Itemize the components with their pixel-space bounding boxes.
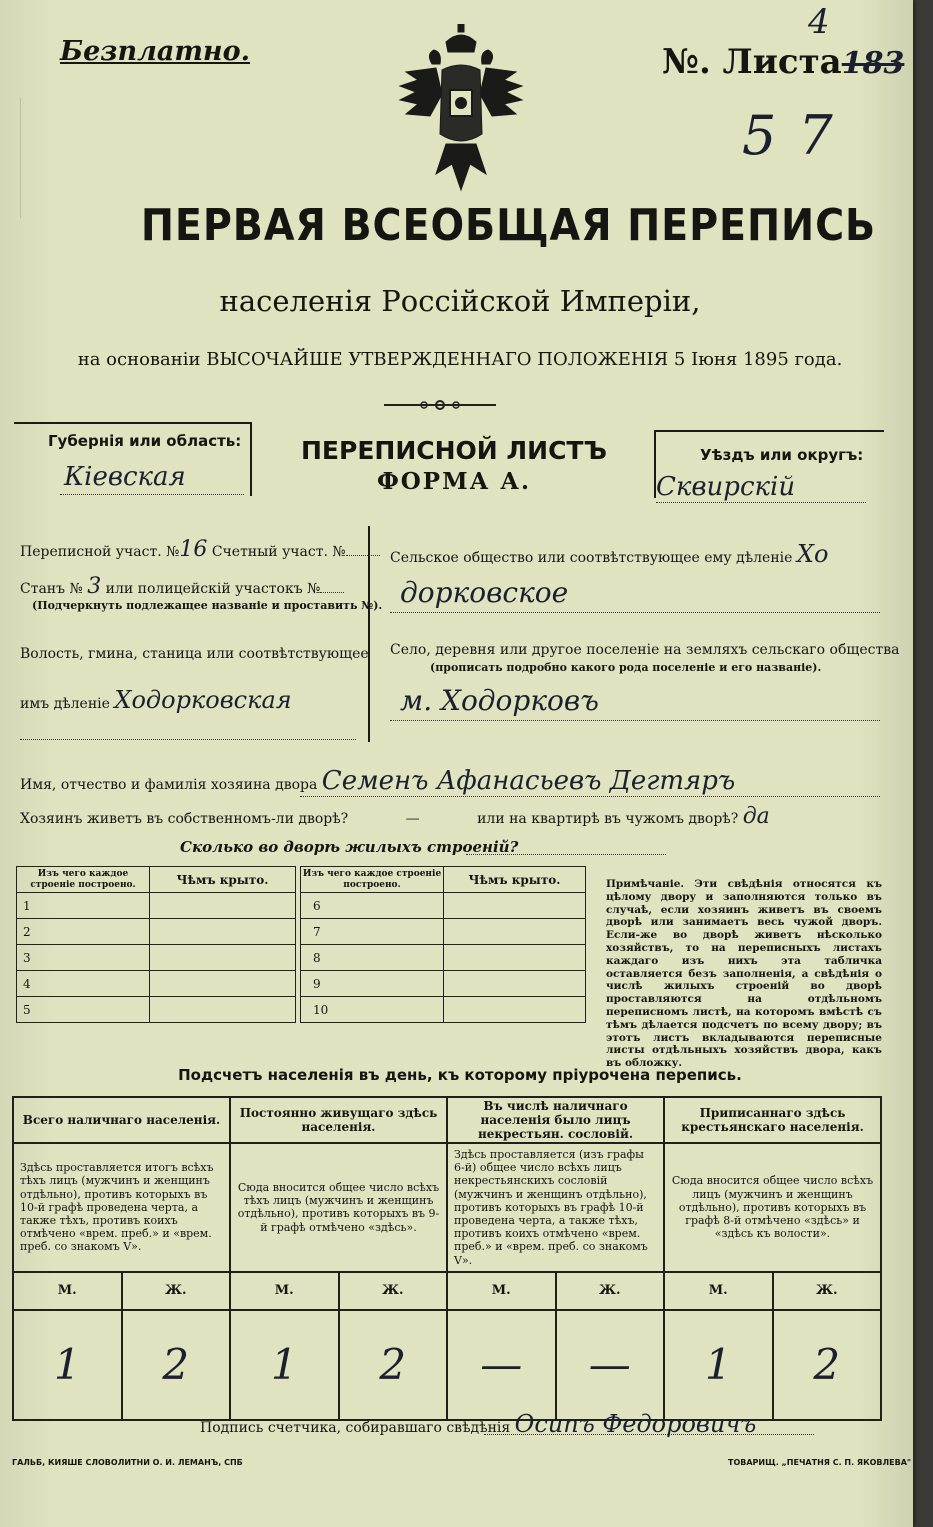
value-permanent-m: 1 — [230, 1310, 339, 1420]
signature-label: Подпись счетчика, собиравшаго свѣдѣнія — [200, 1420, 511, 1436]
m-label: М. — [447, 1272, 556, 1310]
value-noncountry-f: — — [556, 1310, 665, 1420]
signature-value: Осипъ Федоровичъ — [514, 1410, 757, 1438]
double-headed-eagle-emblem — [396, 24, 526, 192]
buildings-table-right — [300, 866, 586, 1023]
selo-value: м. Ходорковъ — [400, 684, 599, 717]
f-label: Ж. — [122, 1272, 231, 1310]
header-present: Всего наличнаго населенія. — [13, 1097, 230, 1143]
note-text: Примѣчаніе. Эти свѣдѣнія относятся къ цѣлому двору и заполняются только въ случаѣ, если хозяинъ живетъ въ своемъ дворѣ или занимаетъ весь чужой дворъ. Если-же во дворѣ живетъ нѣсколько хозяйствъ, то на переписныхъ листахъ каждаго изъ нихъ эта табличка оставляется безъ заполненія, а свѣдѣнія о числѣ жилыхъ строеній во дворѣ проставляются на отдѣльномъ переписномъ листѣ, на которомъ вмѣстѣ съ тѣмъ дѣлается подсчетъ по всему двору; въ этотъ листъ вкладываются переписные листы отдѣльныхъ хозяйствъ двора, какъ въ обложку. — [606, 878, 882, 1070]
desc-present: Здѣсь проставляется итогъ всѣхъ тѣхъ лицъ (мужчинъ и женщинъ отдѣльно), противъ которыхъ въ 10-й графѣ проведена черта, а также тѣхъ, противъ коихъ отмѣчено «врем. преб.» и «врем. преб. со знакомъ V». — [13, 1143, 230, 1272]
police-label: или полицейскій участокъ № — [105, 581, 321, 597]
sheet-number-handwritten: 57 — [742, 104, 855, 167]
header-registered: Приписаннаго здѣсь крестьянскаго населенія. — [664, 1097, 881, 1143]
form-label: ФОРМА А. — [376, 468, 532, 495]
value-registered-m: 1 — [664, 1310, 773, 1420]
free-label: Безплатно. — [60, 36, 251, 67]
owner-label: Имя, отчество и фамилія хозяина двора — [20, 777, 318, 793]
volost-extra-line — [20, 739, 356, 740]
uezd-label: Уѣздъ или округъ: — [700, 446, 864, 464]
selo-line — [390, 720, 880, 721]
row-number: 4 — [17, 971, 150, 997]
col-roof: Чѣмъ крыто. — [444, 867, 586, 893]
gubernia-box — [14, 422, 252, 496]
gubernia-topline — [14, 422, 250, 424]
printer-left: ГАЛЬБ, КИЯШЕ СЛОВОЛИТНИ О. И. ЛЕМАНЪ, СПБ — [12, 1458, 243, 1467]
population-title: Подсчетъ населенія въ день, къ которому пріурочена перепись. — [178, 1066, 742, 1084]
selo-label: Село, деревня или другое поселеніе на земляхъ сельскаго общества — [390, 642, 900, 658]
desc-permanent: Сюда вносится общее число всѣхъ тѣхъ лицъ (мужчинъ и женщинъ отдѣльно), противъ которыхъ въ 9-й графѣ отмѣчено «здѣсь». — [230, 1143, 447, 1272]
stan-label: Станъ № — [20, 581, 83, 597]
schetny-label: Счетный участ. № — [211, 544, 346, 560]
gubernia-line — [60, 494, 244, 495]
row-number: 10 — [301, 997, 444, 1023]
col-roof: Чѣмъ крыто. — [150, 867, 296, 893]
uchastok-label: Переписной участ. № — [20, 544, 180, 560]
row-number: 3 — [17, 945, 150, 971]
f-label: Ж. — [773, 1272, 882, 1310]
value-registered-f: 2 — [773, 1310, 882, 1420]
residence-row — [20, 804, 880, 829]
owner-row — [20, 766, 735, 796]
printer-right: ТОВАРИЩ. „ПЕЧАТНЯ С. П. ЯКОВЛЕВА" — [728, 1458, 912, 1467]
page-subtitle: населенія Россійской Имперіи, — [219, 284, 701, 318]
selskoe-row — [390, 540, 828, 568]
volost-label-2: имъ дѣленіе — [20, 696, 110, 712]
volost-value: Ходорковская — [114, 686, 292, 714]
page-title-text: ПЕРВАЯ ВСЕОБЩАЯ ПЕРЕПИСЬ — [140, 200, 877, 251]
uchastok-row — [20, 537, 380, 562]
selo-note: (прописать подробно какого рода поселеніе и его названіе). — [430, 661, 822, 674]
rented-value: да — [742, 804, 770, 829]
value-present-f: 2 — [122, 1310, 231, 1420]
row-number: 7 — [301, 919, 444, 945]
buildings-line — [466, 854, 666, 855]
owner-line — [300, 796, 880, 797]
gubernia-value: Кіевская — [64, 462, 186, 492]
selskoe-value-2: дорковское — [400, 576, 569, 609]
volost-label: Волость, гмина, станица или соотвѣтствующее — [20, 646, 369, 662]
row-number: 8 — [301, 945, 444, 971]
gubernia-label: Губернія или область: — [48, 432, 242, 450]
ornament-divider — [380, 398, 500, 412]
underline-note: (Подчеркнуть подлежащее названіе и проставить №). — [32, 599, 383, 612]
header-noncountry: Въ числѣ наличнаго населенія было лицъ некрестьян. сословій. — [447, 1097, 664, 1143]
row-number: 1 — [17, 893, 150, 919]
uchastok-value: 16 — [179, 537, 208, 562]
row-number: 2 — [17, 919, 150, 945]
page-basis: на основаніи ВЫСОЧАЙШЕ УТВЕРЖДЕННАГО ПОЛОЖЕНІЯ 5 Іюня 1895 года. — [77, 349, 843, 370]
sheet-number-struck: 183 — [841, 46, 905, 81]
value-present-m: 1 — [13, 1310, 122, 1420]
buildings-label: Сколько во дворѣ жилыхъ строеній? — [180, 838, 519, 856]
col-material: Изъ чего каждое строеніе построено. — [301, 867, 444, 893]
selskoe-value: Хо — [796, 540, 829, 568]
header-permanent: Постоянно живущаго здѣсь населенія. — [230, 1097, 447, 1143]
owner-value: Семенъ Афанасьевъ Дегтяръ — [321, 766, 736, 796]
m-label: М. — [13, 1272, 122, 1310]
sheet-number-label — [662, 42, 904, 82]
own-yard-label: Хозяинъ живетъ въ собственномъ-ли дворѣ? — [20, 811, 349, 827]
signature-line — [484, 1434, 814, 1435]
uezd-line — [656, 502, 866, 503]
stan-row — [20, 574, 344, 599]
population-table — [12, 1096, 882, 1421]
m-label: М. — [230, 1272, 339, 1310]
own-yard-value: — — [405, 811, 420, 827]
rented-label: или на квартирѣ въ чужомъ дворѣ? — [477, 811, 739, 827]
desc-noncountry: Здѣсь проставляется (изъ графы 6-й) общее число всѣхъ лицъ некрестьянскихъ сословій (мужчинъ и женщинъ отдѣльно), противъ которыхъ въ графѣ 10-й проведена черта, а также тѣхъ, противъ коихъ отмѣчено «врем. преб.» и «врем. преб. со знакомъ V». — [447, 1143, 664, 1272]
form-title: ПЕРЕПИСНОЙ ЛИСТЪ — [301, 436, 607, 465]
buildings-table-left — [16, 866, 296, 1023]
col-material: Изъ чего каждое строеніе построено. — [17, 867, 150, 893]
corner-number: 4 — [808, 2, 830, 42]
uezd-box — [654, 430, 884, 502]
volost-row — [20, 686, 292, 714]
value-noncountry-m: — — [447, 1310, 556, 1420]
value-permanent-f: 2 — [339, 1310, 448, 1420]
row-number: 5 — [17, 997, 150, 1023]
row-number: 9 — [301, 971, 444, 997]
police-line — [320, 592, 344, 593]
f-label: Ж. — [339, 1272, 448, 1310]
row-number: 6 — [301, 893, 444, 919]
m-label: М. — [664, 1272, 773, 1310]
uezd-value: Сквирскій — [656, 472, 796, 502]
selskoe-label: Сельское общество или соотвѣтствующее ему дѣленіе — [390, 550, 793, 566]
stan-value: 3 — [87, 574, 102, 599]
sheet-number-label-text: №. Листа — [662, 42, 842, 82]
selskoe-line — [390, 612, 880, 613]
desc-registered: Сюда вносится общее число всѣхъ лицъ (мужчинъ и женщинъ отдѣльно), противъ которыхъ въ графѣ 8-й отмѣчено «здѣсь» и «здѣсь къ волости». — [664, 1143, 881, 1272]
f-label: Ж. — [556, 1272, 665, 1310]
schetny-line — [346, 555, 380, 556]
page-title — [100, 200, 877, 251]
